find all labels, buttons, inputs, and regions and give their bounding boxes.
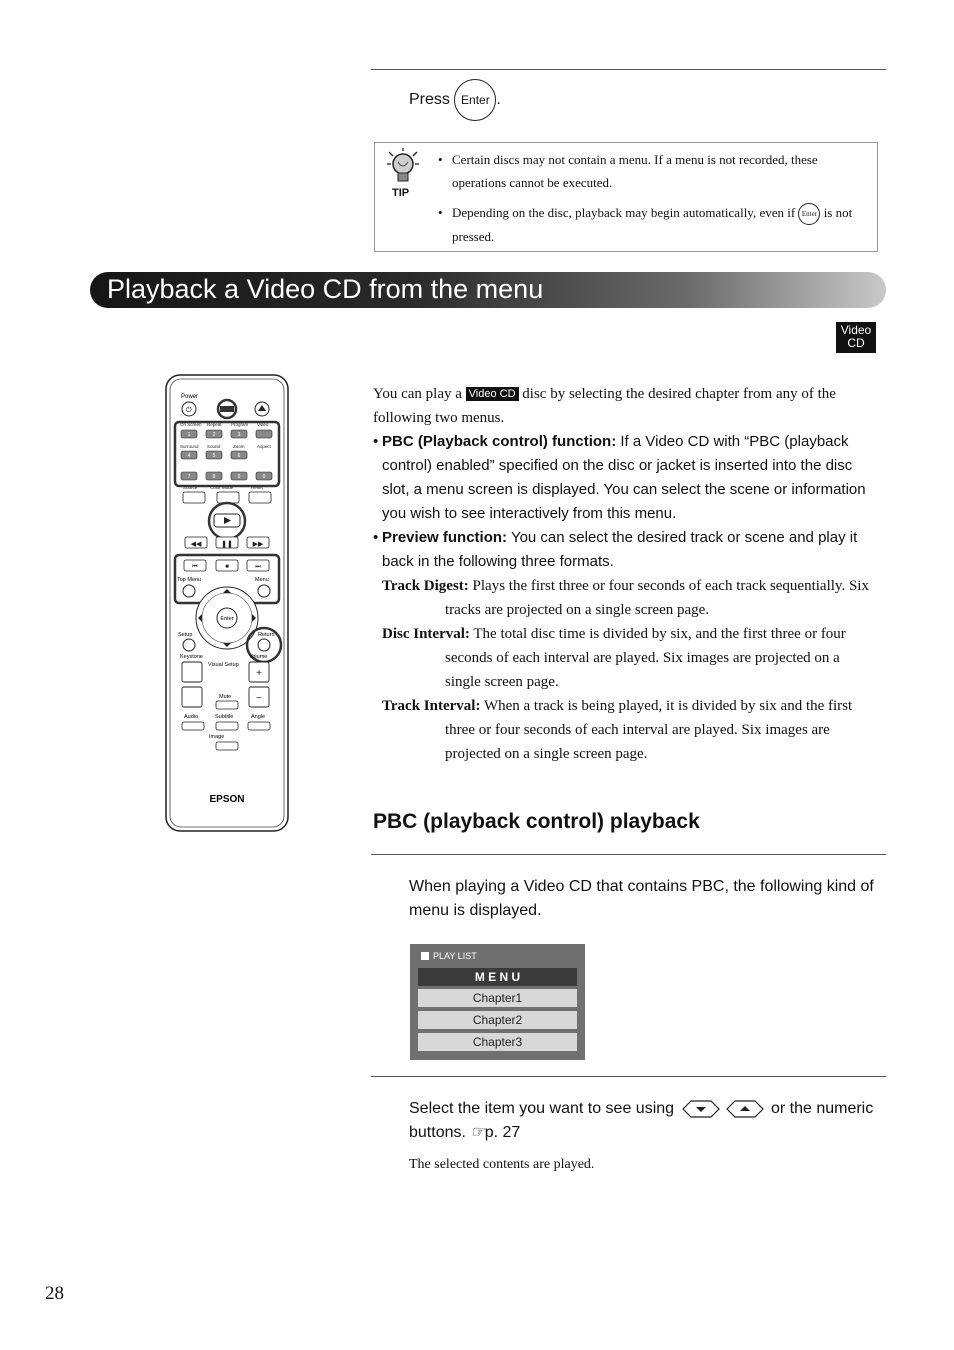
volume-label: Volume [249,654,268,660]
svg-text:⏻: ⏻ [186,407,192,414]
definition-text: Plays the first three or four seconds of each track sequentially. Six tracks are projected on a single screen page. [445,578,869,618]
menu-title-row: M E N U [418,968,577,986]
step2-text: Select the item you want to see using [409,1100,675,1117]
intro-suffix: disc by selecting the desired chapter from any of the following two menus. [373,386,836,426]
preview-bullet [373,526,878,574]
svg-text:◀◀: ◀◀ [190,541,202,548]
key-1: 1 [187,432,191,438]
key-5: 5 [212,453,216,459]
play-list-header: PLAY LIST [421,951,477,961]
reset-label: Reset [251,485,263,490]
svg-text:+: + [256,668,262,679]
key-2: 2 [212,432,216,438]
source-label: Source [183,485,198,490]
tip-item [436,201,868,248]
menu-label: Menu [255,577,269,583]
svg-text:▶▶: ▶▶ [252,541,264,548]
chapter-row: Chapter3 [418,1033,577,1051]
key-6: 6 [237,453,241,459]
key-3: 3 [237,432,241,438]
pbc-bullet [373,430,878,526]
pbc-rule [371,854,886,855]
press-label: Press [409,91,450,108]
definition-item [373,574,878,622]
mute-label: Mute [219,694,232,700]
image-label: Image [209,734,225,740]
key-9: 9 [237,474,241,480]
definition-item [373,622,878,694]
section-title: Playback a Video CD from the menu [107,274,544,304]
pbc-step-2 [409,1097,879,1145]
intro-paragraph [373,382,878,430]
video-cd-badge [836,322,876,353]
tip-list [436,148,868,255]
key-7: 7 [187,474,191,480]
chapter-row: Chapter1 [418,989,577,1007]
result-text: The selected contents are played. [409,1157,595,1172]
definition-item [373,694,878,766]
pbc-step-1: When playing a Video CD that contains PBC, the following kind of menu is displayed. [409,878,874,919]
tip-item [436,148,868,194]
visual-setup-label: Visual Setup [208,662,239,668]
pbc-text: If a Video CD with “PBC (playback control) enabled” specified on the disc or jacket is inserted into the disc slot, a menu screen is displayed. You can select the scene or information you wish to see interactively from this menu. [382,433,866,522]
badge-line: Video [840,323,872,337]
zoom-label: Zoom [233,444,245,449]
svg-text:⏭: ⏭ [255,564,261,570]
pbc-heading: PBC (playback control) playback [373,810,700,833]
program-label: Program [231,422,249,427]
play-list-menu-screen [410,944,585,1060]
definition-term: Disc Interval: [382,626,470,642]
definition-term: Track Digest: [382,578,469,594]
svg-text:−: − [256,693,262,704]
pbc-term: PBC (Playback control) function: [382,433,617,450]
down-button-icon [679,1099,723,1119]
aspect-label: Aspect [257,444,271,449]
on-screen-label: On Screen [180,422,202,427]
enter-button-icon: Enter [798,203,820,225]
svg-text:❚❚: ❚❚ [221,541,233,548]
keystone-label: Keystone [180,654,203,660]
intro-prefix: You can play a [373,386,462,402]
intro-block [373,382,878,766]
angle-label: Angle [251,714,266,720]
enter-button-icon: Enter [454,79,496,121]
page-reference: p. 27 [484,1124,521,1141]
definition-term: Track Interval: [382,698,481,714]
press-period: . [496,91,501,108]
key-8: 8 [212,474,216,480]
remote-enter-label: Enter [220,616,234,622]
key-0: 0 [262,474,266,480]
setup-label: Setup [178,632,193,638]
top-menu-label: Top Menu [177,577,202,583]
video-label: Video [257,422,269,427]
page-number: 28 [45,1283,64,1304]
epson-logo: EPSON [209,794,245,805]
svg-text:■: ■ [225,564,229,570]
repeat-label: Repeat [207,422,222,427]
page-reference-icon: ☞ [470,1124,485,1141]
preview-text: You can select the desired track or scene and play it back in the following three formats. [382,529,858,570]
subtitle-label: Subtitle [215,714,234,720]
chapter-row: Chapter2 [418,1011,577,1029]
step-rule [371,1076,886,1077]
badge-line: CD [847,336,865,350]
definition-text: The total disc time is divided by six, and the first three or four seconds of each interval are played. Six images are projected on a single screen page. [445,626,846,690]
return-label: Return [258,632,275,638]
top-rule [371,69,886,70]
preview-term: Preview function: [382,529,508,546]
tip-item-text: Depending on the disc, playback may begin automatically, even if [452,205,796,220]
up-button-icon [723,1099,767,1119]
svg-text:⏮: ⏮ [192,564,198,570]
surround-label: Surround [180,444,199,449]
definition-text: When a track is being played, it is divided by six and the first three or four seconds of each interval are played. Six images are projected on a single screen page. [445,698,853,762]
tip-item-text: is not pressed. [452,205,853,245]
video-cd-inline-badge: Video CD [466,387,519,401]
remote-control-illustration [165,374,289,832]
color-mode-label: Color Mode [210,485,234,490]
tip-item-text: Certain discs may not contain a menu. If a menu is not recorded, these operations cannot be executed. [452,152,818,190]
key-4: 4 [187,453,191,459]
step2-text: or the numeric buttons. [409,1100,874,1141]
press-enter-step [409,78,501,122]
power-label: Power [181,394,199,400]
tip-label: TIP [392,187,410,199]
audio-label: Audio [184,714,199,720]
lightbulb-icon [386,148,420,202]
sound-label: Sound [207,444,221,449]
